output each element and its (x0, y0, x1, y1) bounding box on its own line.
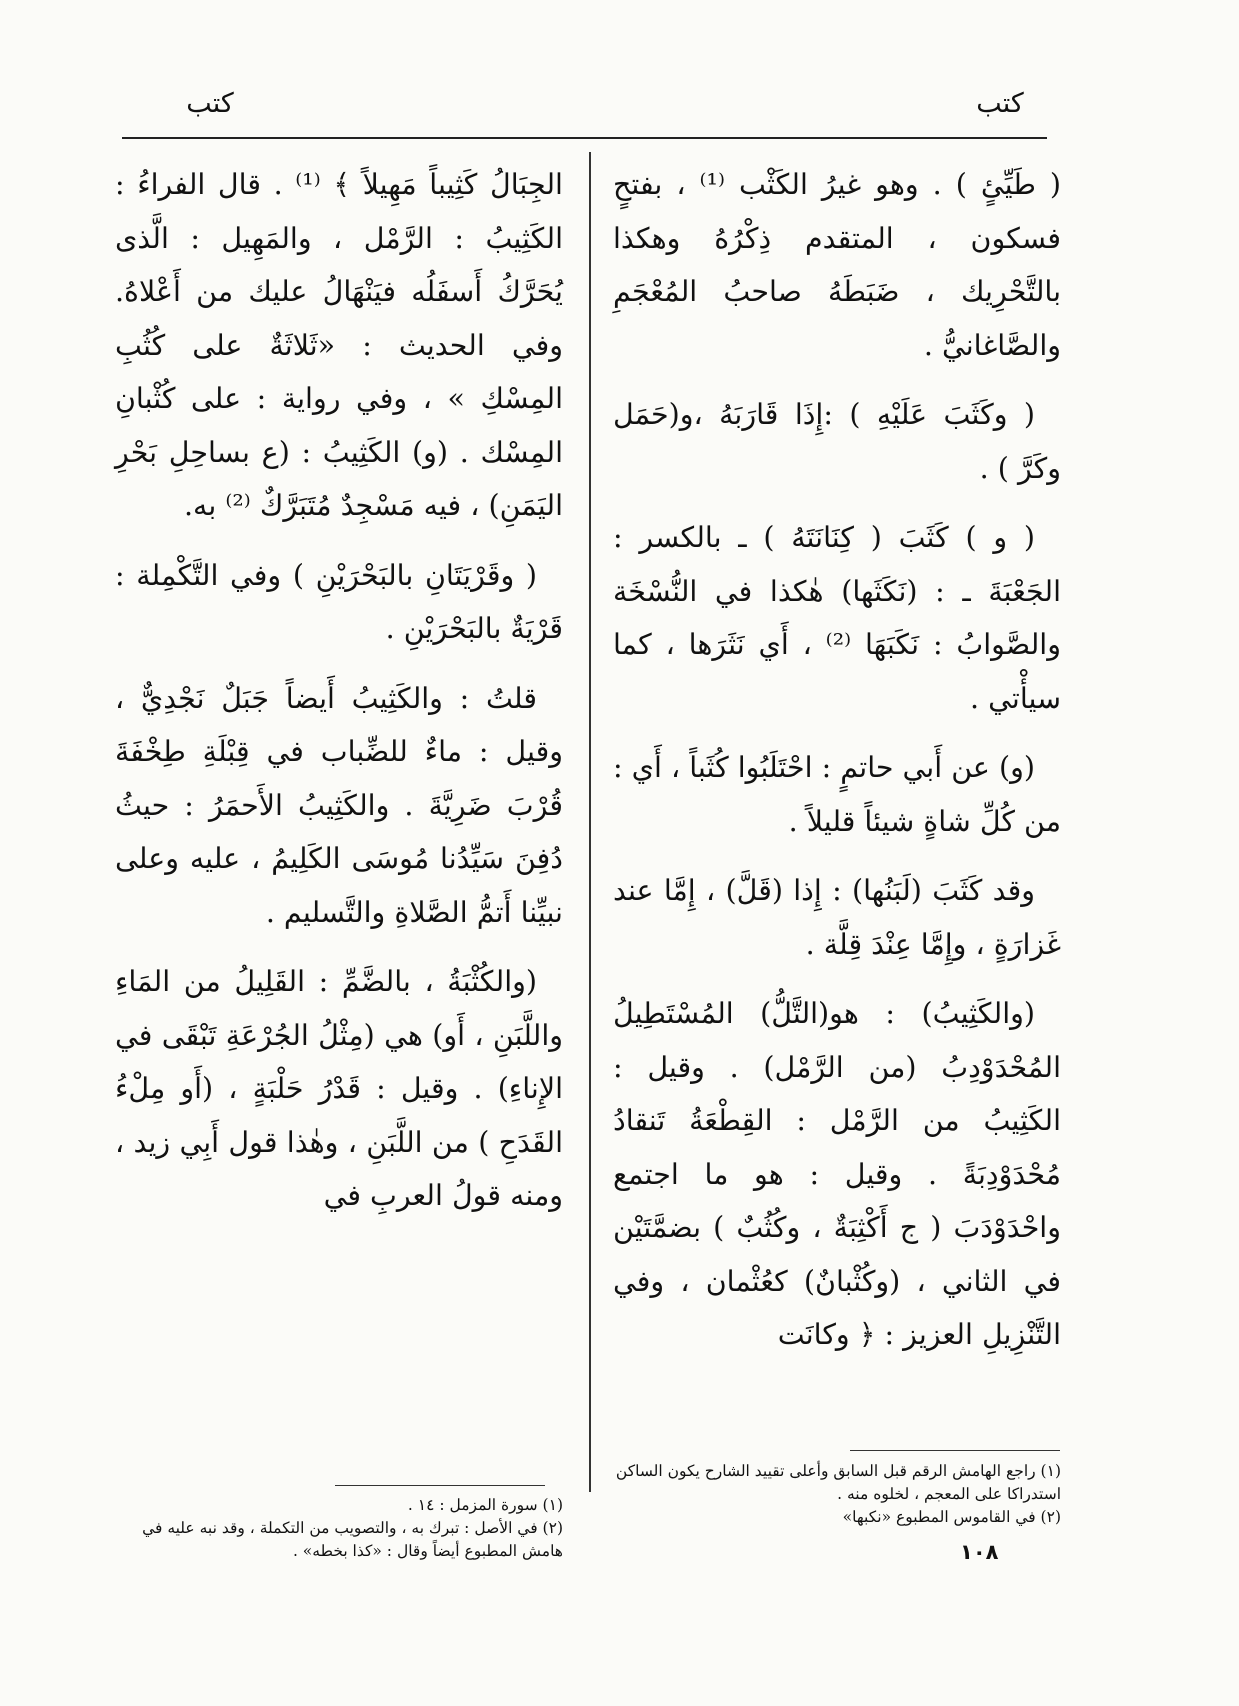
right-paragraph: (والكَثِيبُ) : هو(التَّلُّ) المُسْتَطِيلُ المُحْدَوْدِبُ (من الرَّمْل) . وقيل : الكَثِيبُ من الرَّمْل : القِطْعَةُ تَنقادُ مُحْدَوْدِبَةً . وقيل : هو ما اجتمع واحْدَوْدَبَ ( ج أَكْثِبَةٌ ، وكُثُبٌ ) بضمَّتَيْن في الثاني ، (وكُثْبانٌ) كعُثْمان ، وفي التَّنْزِيلِ العزيز : ﴿ وكانَت (613, 997, 1061, 1351)
footnote: (١) راجع الهامش الرقم قبل السابق وأعلى تقييد الشارح يكون الساكن استدراكا على المعجم ، لخلوه منه . (615, 1462, 1061, 1503)
footnote: (٢) في الأصل : تبرك به ، والتصويب من التكملة ، وقد نبه عليه في هامش المطبوع أيضاً وقال : «كذا بخطه» . (142, 1519, 563, 1560)
left-paragraph: الجِبَالُ كَثِيباً مَهِيلاً ﴾ ⁽¹⁾ . قال الفراءُ : الكَثِيبُ : الرَّمْل ، والمَهِيل : الَّذى يُحَرَّكُ أَسفَلُه فيَنْهَالُ عليك من أَعْلاهُ. وفي الحديث : «ثَلاثَةٌ على كُثُبِ المِسْكِ » ، وفي رواية : على كُثْبانِ المِسْك . (و) الكَثِيبُ : (ع بساحِلِ بَحْرِ اليَمَنِ) ، فيه مَسْجِدٌ مُتَبَرَّكٌ ⁽²⁾ به. (115, 168, 563, 522)
left-paragraph: قلتُ : والكَثِيبُ أَيضاً جَبَلٌ نَجْدِيٌّ ، وقيل : ماءٌ للضِّباب في قِبْلَةِ طِخْفَةَ قُرْبَ ضَرِيَّةَ . والكَثِيبُ الأَحمَرُ : حيثُ دُفِنَ سَيِّدُنا مُوسَى الكَلِيمُ ، عليه وعلى نبيِّنا أَتمُّ الصَّلاةِ والتَّسليم . (115, 681, 563, 929)
right-paragraph: ( و ) كَثَبَ ( كِنَانَتَهُ ) ـ بالكسر : الجَعْبَةَ ـ : (نَكَثَها) هٰكذا في النُّسْخَة والصَّوابُ : نَكَبَهَا ⁽²⁾ ، أَي نَثَرَها ، كما سيأْتي . (613, 521, 1061, 715)
footnote-rule-right (850, 1450, 1060, 1451)
right-column (613, 158, 1061, 1378)
header-word-right: كتب (976, 88, 1024, 119)
footnotes-right (613, 1460, 1061, 1529)
footnote-rule-left (335, 1485, 545, 1486)
right-paragraph: ( طَيِّئٍ ) . وهو غيرُ الكَثْب ⁽¹⁾ ، بفتحٍ فسكون ، المتقدم ذِكْرُهُ وهكذا بالتَّحْرِيك ، ضَبَطَهُ صاحبُ المُعْجَمِ والصَّاغانيُّ . (613, 168, 1061, 362)
page-number: ١٠٨ (960, 1540, 999, 1564)
right-paragraph: ( وكَثَبَ عَلَيْهِ ) :إِذَا قَارَبَهُ ،و(حَمَل وكَرَّ ) . (613, 398, 1061, 485)
left-paragraph: (والكُثْبَةُ ، بالضَّمِّ : القَلِيلُ من المَاءِ واللَّبَنِ ، أَو) هي (مِثْلُ الجُرْعَةِ تَبْقَى في الإِناءِ) . وقيل : قَدْرُ حَلْبَةٍ ، (أَو مِلْءُ القَدَحِ ) من اللَّبَنِ ، وهٰذا قول أَبِي زيد ، ومنه قولُ العربِ في (115, 965, 563, 1212)
header-rule (122, 137, 1047, 139)
left-paragraph: ( وقَرْيَتَانِ بالبَحْرَيْنِ ) وفي التَّكْمِلة : قَرْيَةٌ بالبَحْرَيْنِ . (115, 558, 563, 645)
right-paragraph: وقد كَثَبَ (لَبَنُها) : إِذا (قَلَّ) ، إِمَّا عند غَزارَةٍ ، وإِمَّا عِنْدَ قِلَّة . (613, 874, 1061, 961)
footnote: (٢) في القاموس المطبوع «نكبها» (842, 1508, 1061, 1526)
left-column (115, 158, 563, 1239)
footnotes-left (115, 1494, 563, 1563)
header-word-left: كتب (186, 88, 234, 119)
footnote: (١) سورة المزمل : ١٤ . (407, 1496, 563, 1514)
right-paragraph: (و) عن أَبي حاتمٍ : احْتَلَبُوا كُثَباً ، أَي : من كُلِّ شاةٍ شيئاً قليلاً . (613, 751, 1061, 838)
column-divider (589, 152, 591, 1492)
